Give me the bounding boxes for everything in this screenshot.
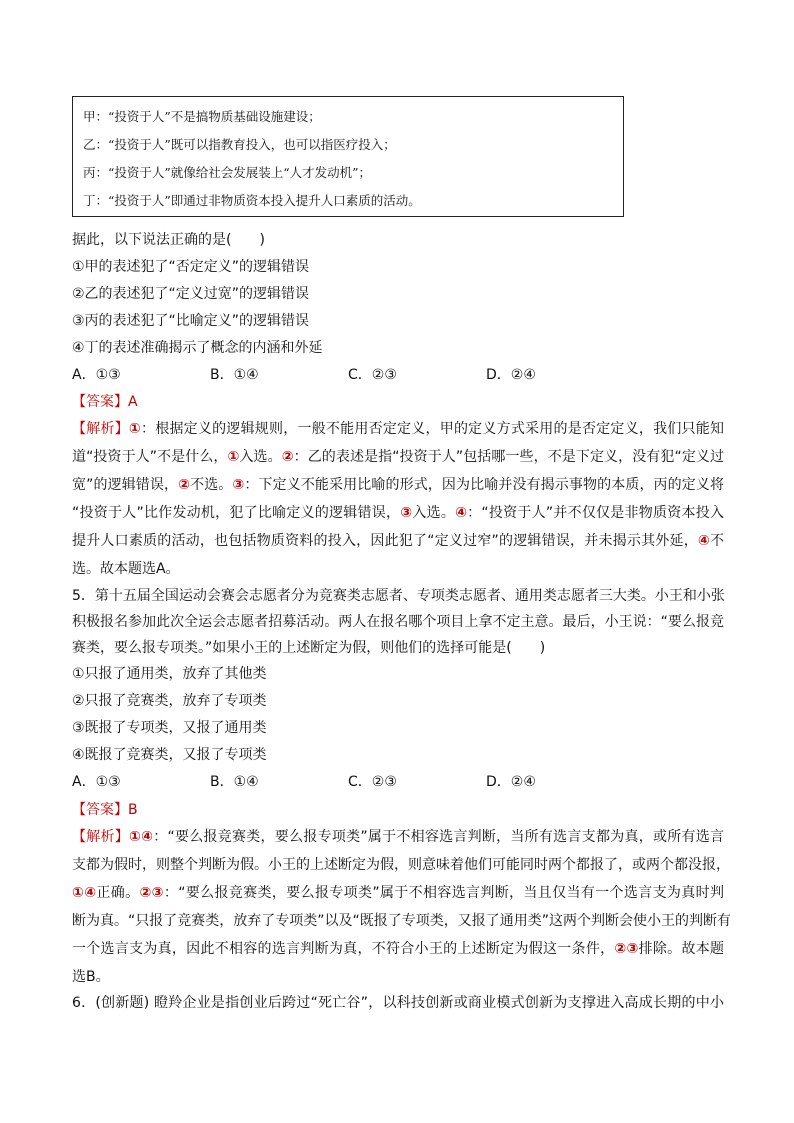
analysis-marker: ③	[232, 477, 245, 493]
analysis-text: ：乙的表述是指“投资于人”包括哪一些，不是下定义，没有犯“定义过	[293, 449, 724, 465]
q4-statement-1: ①甲的表述犯了“否定定义”的逻辑错误	[72, 259, 310, 275]
q6-stem-line-1: 6．(创新题) 瞪羚企业是指创业后跨过“死亡谷”，以科技创新或商业模式创新为支撑进入高成长期的中小	[72, 995, 724, 1011]
answer-tag: 【答案】	[72, 802, 128, 818]
analysis-tag: 【解析】	[72, 421, 129, 437]
q5-analysis-line-4: 断为真。“只报了竞赛类，放弃了专项类”以及“既报了专项类，又报了通用类”这两个判断会使小王的判断有	[72, 913, 732, 929]
q4-answer	[72, 391, 724, 413]
analysis-text: 宽”的逻辑错误，	[72, 477, 179, 493]
analysis-text: 不	[710, 533, 724, 549]
analysis-marker: ②	[281, 449, 294, 465]
statement-bing: 丙：“投资于人”就像给社会发展装上“人才发动机”；	[83, 165, 372, 180]
answer-value: B	[128, 802, 138, 818]
q4-option-a: A．①③	[72, 367, 121, 383]
analysis-marker: ①	[227, 449, 240, 465]
analysis-text: 排除。故本题	[638, 941, 725, 957]
q5-analysis-line-1	[72, 826, 724, 848]
analysis-text: 不选。	[190, 477, 233, 493]
analysis-text: ：根据定义的逻辑规则，一般不能用否定定义，甲的定义方式采用的是否定定义，我们只能知	[141, 421, 725, 437]
q4-option-c: C．②③	[348, 367, 397, 383]
q5-option-a: A．①③	[72, 774, 121, 790]
q5-statement-4: ④既报了竞赛类，又报了专项类	[72, 747, 267, 763]
q5-analysis-line-5	[72, 938, 724, 960]
q5-analysis-line-6: 选B。	[72, 969, 110, 985]
q5-analysis-line-2: 支都为假时，则整个判断为假。小王的上述断定为假，则意味着他们可能同时两个都报了，或两个都没报，	[72, 857, 730, 873]
q5-analysis-line-3	[72, 882, 724, 904]
analysis-text: 入选。	[412, 505, 456, 521]
q4-analysis-line-3	[72, 474, 724, 496]
analysis-text: ：下定义不能采用比喻的形式，因为比喻并没有揭示事物的本质，丙的定义将	[244, 477, 724, 493]
analysis-text: ：“要么报竞赛类，要么报专项类”属于不相容选言判断，当所有选言支都为真，或所有选言	[153, 829, 724, 845]
analysis-text: 提升人口素质的活动，也包括物质资料的投入，因此犯了“定义过窄”的逻辑错误，并未揭示其外延，	[72, 533, 698, 549]
q4-statement-3: ③丙的表述犯了“比喻定义”的逻辑错误	[72, 313, 310, 329]
analysis-tag: 【解析】	[72, 829, 130, 845]
analysis-text: 一个选言支为真，因此不相容的选言判断为真，不符合小王的上述断定为假这一条件，	[72, 941, 615, 957]
statement-yi: 乙：“投资于人”既可以指教育投入，也可以指医疗投入；	[83, 137, 396, 152]
q5-stem-line-1: 5．第十五届全国运动会赛会志愿者分为竞赛类志愿者、专项类志愿者、通用类志愿者三大类。小王和小张	[72, 588, 725, 604]
q4-option-d: D．②④	[486, 367, 536, 383]
q5-statement-3: ③既报了专项类，又报了通用类	[72, 720, 267, 736]
analysis-text: 入选。	[239, 449, 282, 465]
q4-stem: 据此，以下说法正确的是( )	[72, 232, 265, 248]
q5-option-b: B．①④	[210, 774, 259, 790]
q4-statement-2: ②乙的表述犯了“定义过宽”的逻辑错误	[72, 286, 310, 302]
q4-analysis-line-1	[72, 418, 724, 440]
statement-ding: 丁：“投资于人”即通过非物质资本投入提升人口素质的活动。	[83, 193, 421, 208]
q4-analysis-line-4	[72, 502, 724, 524]
analysis-text: 正确。	[96, 885, 140, 901]
analysis-marker: ①④	[72, 885, 97, 901]
q5-option-c: C．②③	[348, 774, 397, 790]
q5-stem-line-2: 积极报名参加此次全运会志愿者招募活动。两人在报名哪个项目上拿不定主意。最后，小王说：“要么报竞	[72, 614, 724, 630]
analysis-marker: ③	[400, 505, 413, 521]
analysis-marker: ④	[455, 505, 468, 521]
analysis-text: 道“投资于人”不是什么，	[72, 449, 228, 465]
q4-analysis-line-2	[72, 446, 724, 468]
analysis-marker: ④	[697, 533, 710, 549]
answer-tag: 【答案】	[72, 394, 128, 410]
q5-options	[72, 771, 724, 793]
q4-analysis-line-6: 选。故本题选A。	[72, 561, 180, 577]
statement-jia: 甲：“投资于人”不是搞物质基础设施建设；	[83, 109, 321, 124]
q4-option-b: B．①④	[210, 367, 259, 383]
q5-statement-1: ①只报了通用类，放弃了其他类	[72, 666, 267, 682]
analysis-marker: ②	[178, 477, 191, 493]
q5-statement-2: ②只报了竞赛类，放弃了专项类	[72, 693, 267, 709]
answer-value: A	[128, 394, 138, 410]
analysis-marker: ②③	[614, 941, 639, 957]
analysis-text: ：“要么报竞赛类，要么报专项类”属于不相容选言判断，当且仅当有一个选言支为真时判	[163, 885, 724, 901]
q4-statement-4: ④丁的表述准确揭示了概念的内涵和外延	[72, 340, 323, 356]
analysis-marker: ①	[128, 421, 141, 437]
q5-option-d: D．②④	[486, 774, 536, 790]
analysis-marker: ②③	[139, 885, 164, 901]
q4-analysis-line-5	[72, 530, 724, 552]
q4-options	[72, 364, 724, 386]
analysis-marker: ①④	[129, 829, 154, 845]
analysis-text: ：“投资于人”并不仅仅是非物质资本投入	[467, 505, 724, 521]
analysis-text: “投资于人”比作发动机，犯了比喻定义的逻辑错误，	[72, 505, 401, 521]
quoted-statements-box	[72, 96, 624, 217]
q5-stem-line-3: 赛类，要么报专项类。”如果小王的上述断定为假，则他们的选择可能是( )	[72, 640, 546, 656]
q5-answer	[72, 799, 724, 821]
